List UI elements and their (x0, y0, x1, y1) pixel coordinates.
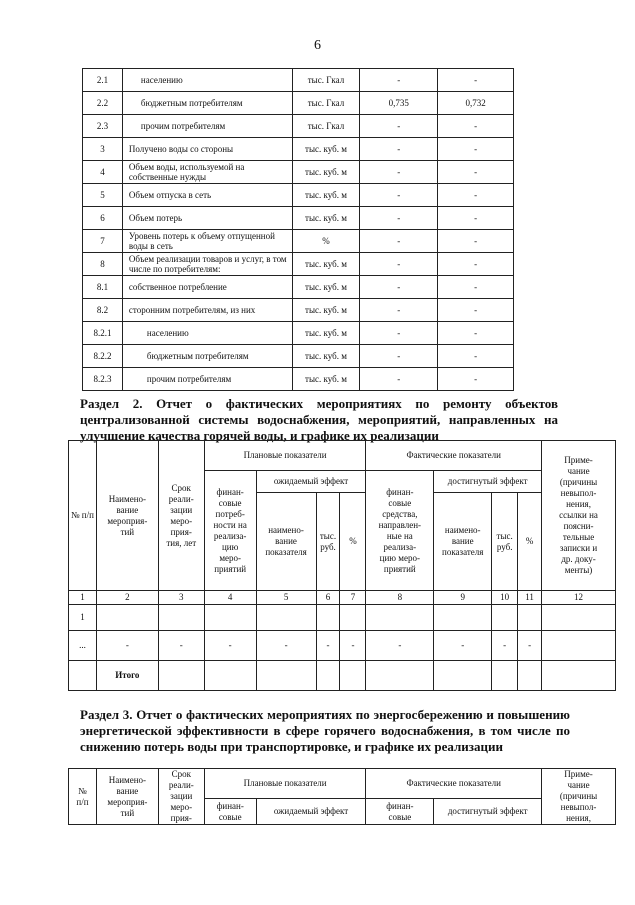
row-number: 8.2.1 (83, 322, 123, 345)
row-number: 5 (83, 184, 123, 207)
table-row (83, 299, 514, 322)
section2-table (68, 440, 616, 691)
row-number: 8.1 (83, 276, 123, 299)
row-number: 2.2 (83, 92, 123, 115)
s2-thous-plan: тыс. руб. (316, 493, 340, 591)
row2-cell: - (204, 631, 256, 661)
s3-note: Приме- чание (причины невыпол- нения, (542, 769, 616, 825)
col-number: 11 (518, 591, 542, 605)
row-number: 2.3 (83, 115, 123, 138)
table-row (83, 161, 514, 184)
row-value-fact: 0,732 (438, 92, 514, 115)
row-value-fact: - (438, 184, 514, 207)
row-number: 4 (83, 161, 123, 184)
row-unit: тыс. куб. м (292, 253, 360, 276)
row-number: 8.2.3 (83, 368, 123, 391)
table-row (83, 184, 514, 207)
row-value-plan: - (360, 138, 438, 161)
table-row (83, 276, 514, 299)
s3-col-num: № п/п (69, 769, 97, 825)
row-unit: тыс. куб. м (292, 322, 360, 345)
row-name: бюджетным потребителям (122, 92, 292, 115)
row-value-fact: - (438, 322, 514, 345)
row2-cell: - (340, 631, 366, 661)
s3-expected: ожидаемый эффект (256, 799, 366, 825)
row-unit: тыс. Гкал (292, 69, 360, 92)
row-value-plan: - (360, 161, 438, 184)
row-name: прочим потребителям (122, 368, 292, 391)
row-name: Объем отпуска в сеть (122, 184, 292, 207)
col-number: 7 (340, 591, 366, 605)
s3-fact-fin: финан- совые (366, 799, 434, 825)
col-number: 1 (69, 591, 97, 605)
row-value-fact: - (438, 276, 514, 299)
s3-col-term: Срок реали- зации меро- прия- (158, 769, 204, 825)
row2-cell: - (316, 631, 340, 661)
col-number: 8 (366, 591, 434, 605)
row-unit: тыс. Гкал (292, 115, 360, 138)
col-number: 10 (492, 591, 518, 605)
row-number: 7 (83, 230, 123, 253)
s2-fact-fin: финан- совые средства, направлен- ные на реализа- цию меро- приятий (366, 471, 434, 591)
row-value-plan: - (360, 345, 438, 368)
row-value-fact: - (438, 69, 514, 92)
table-row (83, 207, 514, 230)
row2-cell: - (158, 631, 204, 661)
indicators-table (82, 68, 514, 391)
row-name: бюджетным потребителям (122, 345, 292, 368)
row2-cell: - (256, 631, 316, 661)
row2-cell: - (96, 631, 158, 661)
row-value-fact: - (438, 161, 514, 184)
row-number: 8 (83, 253, 123, 276)
s3-achieved: достигнутый эффект (434, 799, 542, 825)
col-number: 12 (542, 591, 616, 605)
row-name: сторонним потребителям, из них (122, 299, 292, 322)
col-number: 6 (316, 591, 340, 605)
s2-col-name: Наимено- вание мероприя- тий (96, 441, 158, 591)
row-value-plan: - (360, 253, 438, 276)
col-number: 4 (204, 591, 256, 605)
col-number: 3 (158, 591, 204, 605)
s2-pct-fact: % (518, 493, 542, 591)
table-row (83, 253, 514, 276)
row-value-fact: - (438, 299, 514, 322)
table-row (83, 138, 514, 161)
row2-cell: - (492, 631, 518, 661)
row-name: населению (122, 69, 292, 92)
row-unit: тыс. куб. м (292, 368, 360, 391)
table-row (83, 69, 514, 92)
row-name: Объем реализации товаров и услуг, в том числе по потребителям: (122, 253, 292, 276)
row-value-plan: - (360, 230, 438, 253)
row-value-plan: - (360, 322, 438, 345)
row-number: 6 (83, 207, 123, 230)
table-row (83, 368, 514, 391)
row-unit: % (292, 230, 360, 253)
row2-cell: - (518, 631, 542, 661)
row-number: 8.2 (83, 299, 123, 322)
row-value-plan: - (360, 207, 438, 230)
row-unit: тыс. куб. м (292, 138, 360, 161)
table-row (83, 345, 514, 368)
row-number: 2.1 (83, 69, 123, 92)
s2-col-term: Срок реали- зации меро- прия- тия, лет (158, 441, 204, 591)
row-value-plan: - (360, 368, 438, 391)
table-row (83, 115, 514, 138)
row-value-plan: - (360, 299, 438, 322)
row-value-fact: - (438, 115, 514, 138)
s3-planned: Плановые показатели (204, 769, 366, 799)
s2-achieved: достигнутый эффект (434, 471, 542, 493)
row-unit: тыс. куб. м (292, 299, 360, 322)
row-unit: тыс. куб. м (292, 345, 360, 368)
s3-col-name: Наимено- вание мероприя- тий (96, 769, 158, 825)
row-unit: тыс. куб. м (292, 207, 360, 230)
row-value-plan: - (360, 115, 438, 138)
s2-ind-name-fact: наимено- вание показателя (434, 493, 492, 591)
row-name: населению (122, 322, 292, 345)
row2-cell: - (366, 631, 434, 661)
row-value-fact: - (438, 138, 514, 161)
row-name: Объем потерь (122, 207, 292, 230)
table-row (83, 322, 514, 345)
s2-note: Приме- чание (причины невыпол- нения, ссылки на поясни- тельные записки и др. доку- менты) (542, 441, 616, 591)
s3-actual: Фактические показатели (366, 769, 542, 799)
row-name: прочим потребителям (122, 115, 292, 138)
row-value-plan: - (360, 69, 438, 92)
section3-heading: Раздел 3. Отчет о фактических мероприятиях по энергосбережению и повышению энергетической эффективности в сфере горячего водоснабжения, в том числе по снижению потерь воды при транспортировке, и графике их реализации (80, 707, 570, 754)
row-value-fact: - (438, 207, 514, 230)
s2-col-num: № п/п (69, 441, 97, 591)
s2-ind-name-plan: наимено- вание показателя (256, 493, 316, 591)
row2-cell: - (434, 631, 492, 661)
row2-cell: ... (69, 631, 97, 661)
col-number: 5 (256, 591, 316, 605)
section3-table (68, 768, 616, 825)
s2-plan-fin: финан- совые потреб- ности на реализа- цию меро- приятий (204, 471, 256, 591)
s3-plan-fin: финан- совые (204, 799, 256, 825)
page-number: 6 (314, 38, 321, 53)
row-value-fact: - (438, 253, 514, 276)
row-name: собственное потребление (122, 276, 292, 299)
row-name: Уровень потерь к объему отпущенной воды в сеть (122, 230, 292, 253)
row-unit: тыс. Гкал (292, 92, 360, 115)
col-number: 2 (96, 591, 158, 605)
table-row (83, 92, 514, 115)
s2-thous-fact: тыс. руб. (492, 493, 518, 591)
row-number: 8.2.2 (83, 345, 123, 368)
s2-pct-plan: % (340, 493, 366, 591)
row-name: Получено воды со стороны (122, 138, 292, 161)
s2-total: Итого (96, 661, 158, 691)
row-name: Объем воды, используемой на собственные нужды (122, 161, 292, 184)
row-value-plan: - (360, 184, 438, 207)
row-unit: тыс. куб. м (292, 276, 360, 299)
row-value-plan: 0,735 (360, 92, 438, 115)
row-value-fact: - (438, 368, 514, 391)
row-unit: тыс. куб. м (292, 184, 360, 207)
s2-actual: Фактические показатели (366, 441, 542, 471)
s2-row1-num: 1 (69, 605, 97, 631)
section2-heading: Раздел 2. Отчет о фактических мероприятиях по ремонту объектов централизованной системы водоснабжения, мероприятий, направленных на улучшение качества горячей воды, и графике их реализации (80, 396, 558, 443)
s2-planned: Плановые показатели (204, 441, 366, 471)
row-value-fact: - (438, 230, 514, 253)
row-number: 3 (83, 138, 123, 161)
row-value-plan: - (360, 276, 438, 299)
row-value-fact: - (438, 345, 514, 368)
col-number: 9 (434, 591, 492, 605)
s2-expected: ожидаемый эффект (256, 471, 366, 493)
table-row (83, 230, 514, 253)
row-unit: тыс. куб. м (292, 161, 360, 184)
